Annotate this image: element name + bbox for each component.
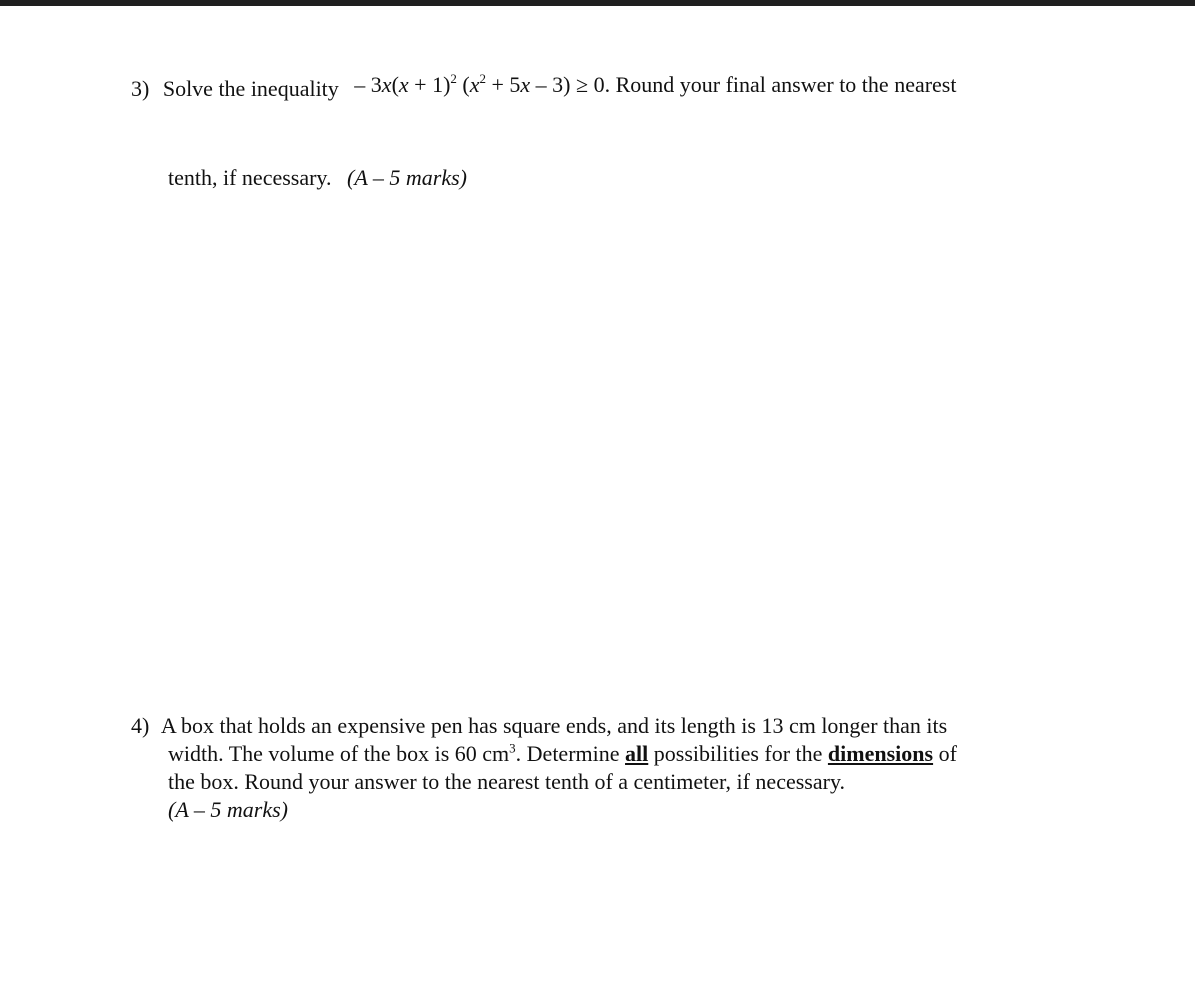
question-3-continuation: tenth, if necessary. (168, 165, 332, 190)
question-3-line-2 (168, 164, 467, 192)
question-4-text-3: the box. Round your answer to the nearest tenth of a centimeter, if necessary. (168, 769, 846, 794)
question-4-line-3 (168, 768, 1141, 796)
question-3-marks: (A – 5 marks) (347, 165, 467, 190)
question-4-line-2 (168, 740, 1141, 768)
question-3-lead: Solve the inequality (162, 76, 339, 101)
question-4-text-2a: width. The volume of the box is 60 cm (168, 741, 510, 766)
question-4-text-2d: of (938, 741, 957, 766)
question-4-text-1: A box that holds an expensive pen has square ends, and its length is 13 cm longer than its (160, 713, 948, 738)
question-4-line-1 (131, 712, 1141, 740)
top-border (0, 0, 1195, 6)
question-4-text-2b: . Determine (515, 741, 620, 766)
question-4-marks: (A – 5 marks) (168, 797, 288, 822)
question-4-line-4 (168, 796, 1141, 824)
cubic-exponent: 3 (509, 740, 516, 756)
question-3-number: 3) (131, 76, 150, 101)
question-3-after-math: . Round your final answer to the nearest (604, 72, 957, 97)
emphasis-dimensions: dimensions (827, 741, 934, 766)
question-4-text-2c: possibilities for the (653, 741, 823, 766)
emphasis-all: all (625, 741, 649, 766)
question-4 (131, 712, 1141, 824)
question-4-number: 4) (131, 713, 150, 738)
inequality-expression: – $3x(x + 1)^2$ $(x^2 + 5x - 3) \ge 0$ (354, 71, 605, 97)
question-3 (131, 71, 1131, 103)
